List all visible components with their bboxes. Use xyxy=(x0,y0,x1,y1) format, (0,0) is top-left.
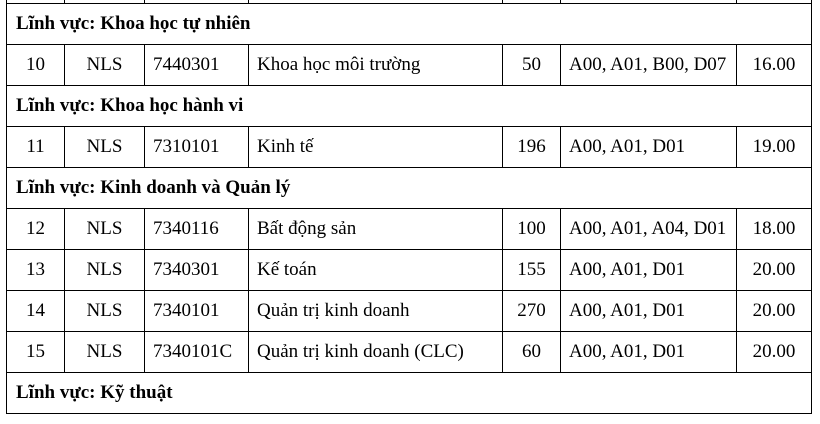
section-header-row xyxy=(7,373,812,414)
subject-combos-cell: A00, A01, B00, D07 xyxy=(561,45,737,86)
section-header-row xyxy=(7,86,812,127)
school-code-cell: NLS xyxy=(65,209,145,250)
table-row xyxy=(7,209,812,250)
major-name-cell: Bất động sản xyxy=(249,209,503,250)
major-code-cell: 7340301 xyxy=(145,250,249,291)
quota-cell: 270 xyxy=(503,291,561,332)
major-name-cell: Quản trị kinh doanh (CLC) xyxy=(249,332,503,373)
stt-cell: 12 xyxy=(7,209,65,250)
table-row xyxy=(7,332,812,373)
quota-cell: 60 xyxy=(503,332,561,373)
table-row xyxy=(7,127,812,168)
subject-combos-cell: A00, A01, D01 xyxy=(561,127,737,168)
quota-cell: 155 xyxy=(503,250,561,291)
major-code-cell: 7340101C xyxy=(145,332,249,373)
major-name-cell: Kế toán xyxy=(249,250,503,291)
stt-cell: 13 xyxy=(7,250,65,291)
school-code-cell: NLS xyxy=(65,332,145,373)
subject-combos-cell: A00, A01, D01 xyxy=(561,332,737,373)
subject-combos-cell: A00, A01, D01 xyxy=(561,250,737,291)
score-cell: 20.00 xyxy=(737,332,812,373)
section-header-row xyxy=(7,4,812,45)
section-title: Lĩnh vực: Kỹ thuật xyxy=(7,373,812,414)
school-code-cell: NLS xyxy=(65,45,145,86)
stt-cell: 14 xyxy=(7,291,65,332)
subject-combos-cell: A00, A01, D01 xyxy=(561,291,737,332)
section-title: Lĩnh vực: Khoa học tự nhiên xyxy=(7,4,812,45)
major-name-cell: Khoa học môi trường xyxy=(249,45,503,86)
section-title: Lĩnh vực: Kinh doanh và Quản lý xyxy=(7,168,812,209)
admissions-table xyxy=(6,0,812,414)
school-code-cell: NLS xyxy=(65,250,145,291)
table-row xyxy=(7,250,812,291)
score-cell: 19.00 xyxy=(737,127,812,168)
table-row xyxy=(7,45,812,86)
major-name-cell: Quản trị kinh doanh xyxy=(249,291,503,332)
school-code-cell: NLS xyxy=(65,291,145,332)
major-code-cell: 7340101 xyxy=(145,291,249,332)
subject-combos-cell: A00, A01, A04, D01 xyxy=(561,209,737,250)
stt-cell: 10 xyxy=(7,45,65,86)
major-code-cell: 7440301 xyxy=(145,45,249,86)
table-body xyxy=(7,0,812,414)
school-code-cell: NLS xyxy=(65,127,145,168)
quota-cell: 50 xyxy=(503,45,561,86)
major-code-cell: 7310101 xyxy=(145,127,249,168)
major-code-cell: 7340116 xyxy=(145,209,249,250)
score-cell: 20.00 xyxy=(737,250,812,291)
major-name-cell: Kinh tế xyxy=(249,127,503,168)
section-header-row xyxy=(7,168,812,209)
score-cell: 16.00 xyxy=(737,45,812,86)
stt-cell: 11 xyxy=(7,127,65,168)
stt-cell: 15 xyxy=(7,332,65,373)
quota-cell: 100 xyxy=(503,209,561,250)
table-row xyxy=(7,291,812,332)
quota-cell: 196 xyxy=(503,127,561,168)
score-cell: 18.00 xyxy=(737,209,812,250)
score-cell: 20.00 xyxy=(737,291,812,332)
section-title: Lĩnh vực: Khoa học hành vi xyxy=(7,86,812,127)
